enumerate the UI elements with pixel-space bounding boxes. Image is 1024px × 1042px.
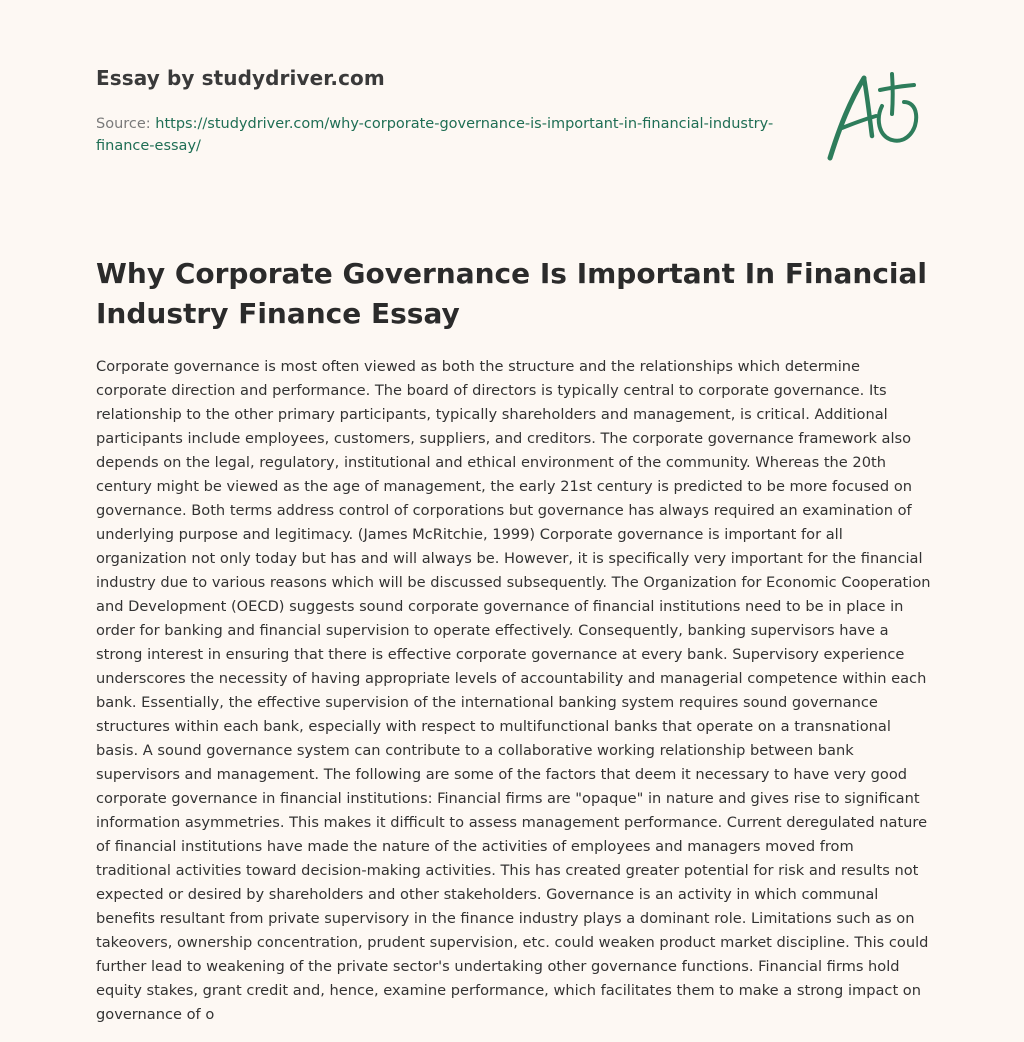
essay-title: Why Corporate Governance Is Important In Financial Industry Finance Essay bbox=[96, 257, 928, 330]
source-line bbox=[96, 113, 776, 157]
a-plus-logo-icon bbox=[820, 66, 930, 166]
a-plus-logo-graphic bbox=[820, 66, 930, 166]
site-title: Essay by studydriver.com bbox=[96, 66, 385, 90]
source-label: Source: bbox=[96, 116, 151, 132]
source-link[interactable]: https://studydriver.com/why-corporate-governance-is-important-in-financial-industry-finance-essay/ bbox=[96, 116, 774, 154]
essay-body-text: Corporate governance is most often viewed as both the structure and the relationships which determine corporate direction and performance. The board of directors is typically central to corporate governance. Its relationship to the other primary participants, typically shareholders and management, is critical. Additional participants include employees, customers, suppliers, and creditors. The corporate governance framework also depends on the legal, regulatory, institutional and ethical environment of the community. Whereas the 20th century might be viewed as the age of management, the early 21st century is predicted to be more focused on governance. Both terms address control of corporations but governance has always required an examination of underlying purpose and legitimacy. (James McRitchie, 1999) Corporate governance is important for all organization not only today but has and will always be. However, it is specifically very important for the financial industry due to various reasons which will be discussed subsequently. The Organization for Economic Cooperation and Development (OECD) suggests sound corporate governance of financial institutions need to be in place in order for banking and financial supervision to operate effectively. Consequently, banking supervisors have a strong interest in ensuring that there is effective corporate governance at every bank. Supervisory experience underscores the necessity of having appropriate levels of accountability and managerial competence within each bank. Essentially, the effective supervision of the international banking system requires sound governance structures within each bank, especially with respect to multifunctional banks that operate on a transnational basis. A sound governance system can contribute to a collaborative working relationship between bank supervisors and management. The following are some of the factors that deem it necessary to have very good corporate governance in financial institutions: Financial firms are "opaque" in nature and gives rise to significant information asymmetries. This makes it difficult to assess management performance. Current deregulated nature of financial institutions have made the nature of the activities of employees and managers moved from traditional activities toward decision-making activities. This has created greater potential for risk and results not expected or desired by shareholders and other stakeholders. Governance is an activity in which communal benefits resultant from private supervisory in the finance industry plays a dominant role. Limitations such as on takeovers, ownership concentration, prudent supervision, etc. could weaken product market discipline. This could further lead to weakening of the private sector's undertaking other governance functions. Financial firms hold equity stakes, grant credit and, hence, examine performance, which facilitates them to make a strong impact on governance of o bbox=[96, 358, 931, 1023]
